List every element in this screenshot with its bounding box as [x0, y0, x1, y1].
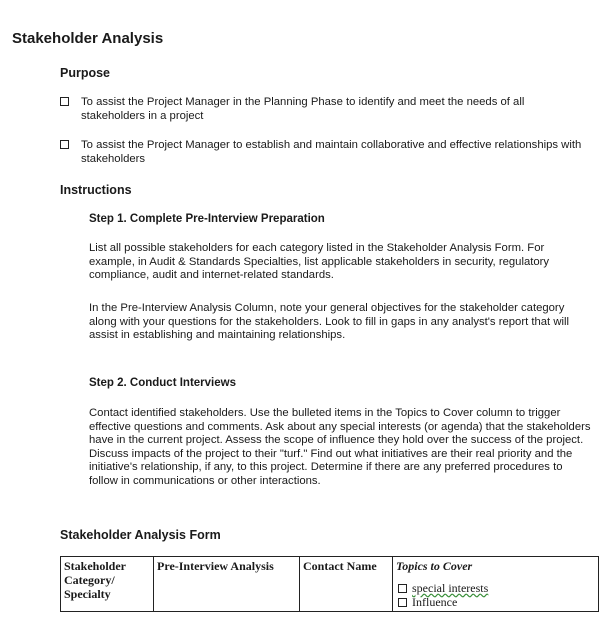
- column-header-topics: Topics to Cover special interests Influence: [393, 557, 599, 612]
- form-heading: Stakeholder Analysis Form: [60, 528, 221, 542]
- instructions-heading: Instructions: [60, 183, 132, 197]
- document-title: Stakeholder Analysis: [12, 30, 164, 47]
- step1-heading: Step 1. Complete Pre-Interview Preparation: [89, 213, 325, 225]
- purpose-heading: Purpose: [60, 66, 111, 80]
- topic-item: special interests: [396, 581, 595, 595]
- step1-paragraph-1: List all possible stakeholders for each category listed in the Stakeholder Analysis Form. For example, in Audit & Standards Specialties, list applicable stakeholders in security, regulatory compliance, audit and internet-related standards.: [89, 242, 550, 281]
- purpose-bullet: [60, 95, 590, 123]
- step2-paragraph-1: Contact identified stakeholders. Use the bulleted items in the Topics to Cover column to trigger effective questions and comments. Ask about any special interests (or agenda) that the stakeholders have in the current project. Assess the scope of influence they hold over the success of the project. Discuss impacts of the project to their "turf." Find out what initiatives are their real priority and the initiative's relationship, if any, to this project. Determine if there are any preferred procedures to follow in communications or other interactions.: [89, 407, 591, 487]
- purpose-bullet-text: To assist the Project Manager in the Planning Phase to identify and meet the needs of all stakeholders in a project: [81, 96, 525, 122]
- purpose-bullet: [60, 138, 590, 166]
- step2-heading: Step 2. Conduct Interviews: [89, 377, 236, 389]
- column-header-category: Stakeholder Category/ Specialty: [61, 557, 154, 612]
- step1-paragraph-2: In the Pre-Interview Analysis Column, note your general objectives for the stakeholder category along with your questions for the stakeholders. Look to fill in gaps in any analyst's report that will assist in establishing and maintaining relationships.: [89, 302, 570, 341]
- table-header-row: [61, 557, 599, 612]
- checkbox-bullet-icon: [398, 598, 407, 607]
- checkbox-bullet-icon: [60, 97, 69, 106]
- topic-item: Influence: [396, 595, 595, 609]
- checkbox-bullet-icon: [398, 584, 407, 593]
- purpose-bullet-text: To assist the Project Manager to establish and maintain collaborative and effective relationships with stakeholders: [81, 139, 582, 165]
- column-header-contact-name: Contact Name: [300, 557, 393, 612]
- column-header-pre-interview: Pre-Interview Analysis: [154, 557, 300, 612]
- stakeholder-analysis-table: [60, 556, 599, 612]
- checkbox-bullet-icon: [60, 140, 69, 149]
